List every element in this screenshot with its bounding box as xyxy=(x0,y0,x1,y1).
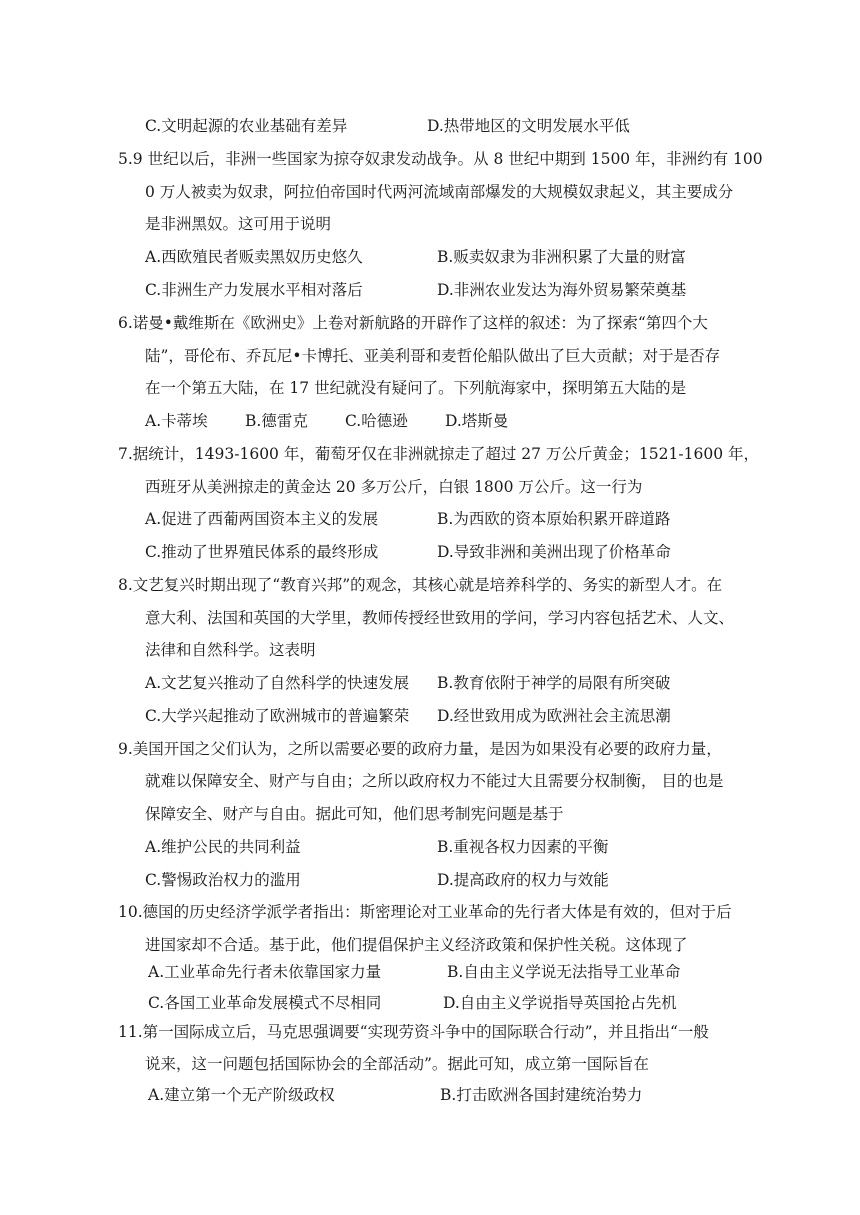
option-d: D.经世致用成为欧洲社会主流思潮 xyxy=(437,707,671,725)
option-row xyxy=(0,542,860,562)
question-stem-line: 7.据统计，1493-1600 年，葡萄牙仅在非洲就掠走了超过 27 万公斤黄金；1521-1600 年， xyxy=(118,445,759,463)
prev-question-options xyxy=(0,116,860,136)
question-stem-line: 5.9 世纪以后，非洲一些国家为掠夺奴隶发动战争。从 8 世纪中期到 1500 年，非洲约有 100 xyxy=(118,150,763,168)
option-a: A.建立第一个无产阶级政权 xyxy=(148,1086,335,1104)
option-c: C.各国工业革命发展模式不尽相同 xyxy=(148,994,382,1012)
option-row xyxy=(0,411,860,431)
option-row xyxy=(0,706,860,726)
option-a: A.文艺复兴推动了自然科学的快速发展 xyxy=(145,674,410,692)
option-c: C.大学兴起推动了欧洲城市的普遍繁荣 xyxy=(145,707,410,725)
option-row xyxy=(0,837,860,857)
option-d: D.热带地区的文明发展水平低 xyxy=(427,117,630,135)
question-stem-line: 进国家却不合适。基于此，他们提倡保护主义经济政策和保护性关税。这体现了 xyxy=(145,936,688,954)
question-stem-line: 就难以保障安全、财产与自由；之所以政府权力不能过大且需要分权制衡， 目的也是 xyxy=(145,772,724,790)
option-b: B.贩卖奴隶为非洲积累了大量的财富 xyxy=(437,248,686,266)
option-row xyxy=(0,247,860,267)
option-b: B.为西欧的资本原始积累开辟道路 xyxy=(437,510,671,528)
question-stem-line: 11.第一国际成立后，马克思强调要“实现劳资斗争中的国际联合行动”，并且指出“一般 xyxy=(118,1023,709,1041)
option-d: D.提高政府的权力与效能 xyxy=(437,871,609,889)
option-b: B.教育依附于神学的局限有所突破 xyxy=(437,674,671,692)
option-d: D.非洲农业发达为海外贸易繁荣奠基 xyxy=(437,281,687,299)
option-d: D.导致非洲和美洲出现了价格革命 xyxy=(437,543,671,561)
option-b: B.重视各权力因素的平衡 xyxy=(437,838,609,856)
option-a: A.维护公民的共同利益 xyxy=(145,838,301,856)
option-d: D.自由主义学说指导英国抢占先机 xyxy=(443,994,677,1012)
question-stem-line: 8.文艺复兴时期出现了“教育兴邦”的观念，其核心就是培养科学的、务实的新型人才。在 xyxy=(118,576,723,594)
option-a: A.卡蒂埃 xyxy=(145,412,208,430)
option-a: A.促进了西葡两国资本主义的发展 xyxy=(145,510,379,528)
question-stem-line: 保障安全、财产与自由。据此可知，他们思考制宪问题是基于 xyxy=(145,805,564,823)
option-row xyxy=(0,962,860,982)
option-c: C.哈德逊 xyxy=(345,412,408,430)
option-row xyxy=(0,1085,860,1105)
option-b: B.德雷克 xyxy=(245,412,308,430)
question-stem-line: 说来，这一问题包括国际协会的全部活动”。据此可知，成立第一国际旨在 xyxy=(145,1055,649,1073)
option-a: A.工业革命先行者未依靠国家力量 xyxy=(148,963,382,981)
option-row xyxy=(0,673,860,693)
question-stem-line: 6.诺曼•戴维斯在《欧洲史》上卷对新航路的开辟作了这样的叙述：为了探索“第四个大 xyxy=(118,314,708,332)
question-stem-line: 10.德国的历史经济学派学者指出：斯密理论对工业革命的先行者大体是有效的，但对于后 xyxy=(118,903,732,921)
question-stem-line: 意大利、法国和英国的大学里，教师传授经世致用的学问，学习内容包括艺术、人文、 xyxy=(145,609,735,627)
question-stem-line: 西班牙从美洲掠走的黄金达 20 多万公斤，白银 1800 万公斤。这一行为 xyxy=(145,478,643,496)
option-c: C.非洲生产力发展水平相对落后 xyxy=(145,281,363,299)
question-stem-line: 陆”，哥伦布、乔瓦尼•卡博托、亚美利哥和麦哲伦船队做出了巨大贡献；对于是否存 xyxy=(145,347,721,365)
option-c: C.文明起源的农业基础有差异 xyxy=(145,117,348,135)
option-d: D.塔斯曼 xyxy=(445,412,509,430)
option-row xyxy=(0,870,860,890)
option-row xyxy=(0,509,860,529)
option-c: C.警惕政治权力的滥用 xyxy=(145,871,301,889)
option-b: B.打击欧洲各国封建统治势力 xyxy=(440,1086,643,1104)
option-row xyxy=(0,280,860,300)
option-b: B.自由主义学说无法指导工业革命 xyxy=(447,963,681,981)
option-row xyxy=(0,993,860,1013)
option-c: C.推动了世界殖民体系的最终形成 xyxy=(145,543,379,561)
question-stem-line: 是非洲黑奴。这可用于说明 xyxy=(145,215,332,233)
question-stem-line: 9.美国开国之父们认为，之所以需要必要的政府力量，是因为如果没有必要的政府力量， xyxy=(118,740,722,758)
question-stem-line: 0 万人被卖为奴隶，阿拉伯帝国时代两河流域南部爆发的大规模奴隶起义，其主要成分 xyxy=(145,183,734,201)
question-stem-line: 法律和自然科学。这表明 xyxy=(145,641,316,659)
question-stem-line: 在一个第五大陆，在 17 世纪就没有疑问了。下列航海家中，探明第五大陆的是 xyxy=(145,379,687,397)
option-a: A.西欧殖民者贩卖黑奴历史悠久 xyxy=(145,248,363,266)
